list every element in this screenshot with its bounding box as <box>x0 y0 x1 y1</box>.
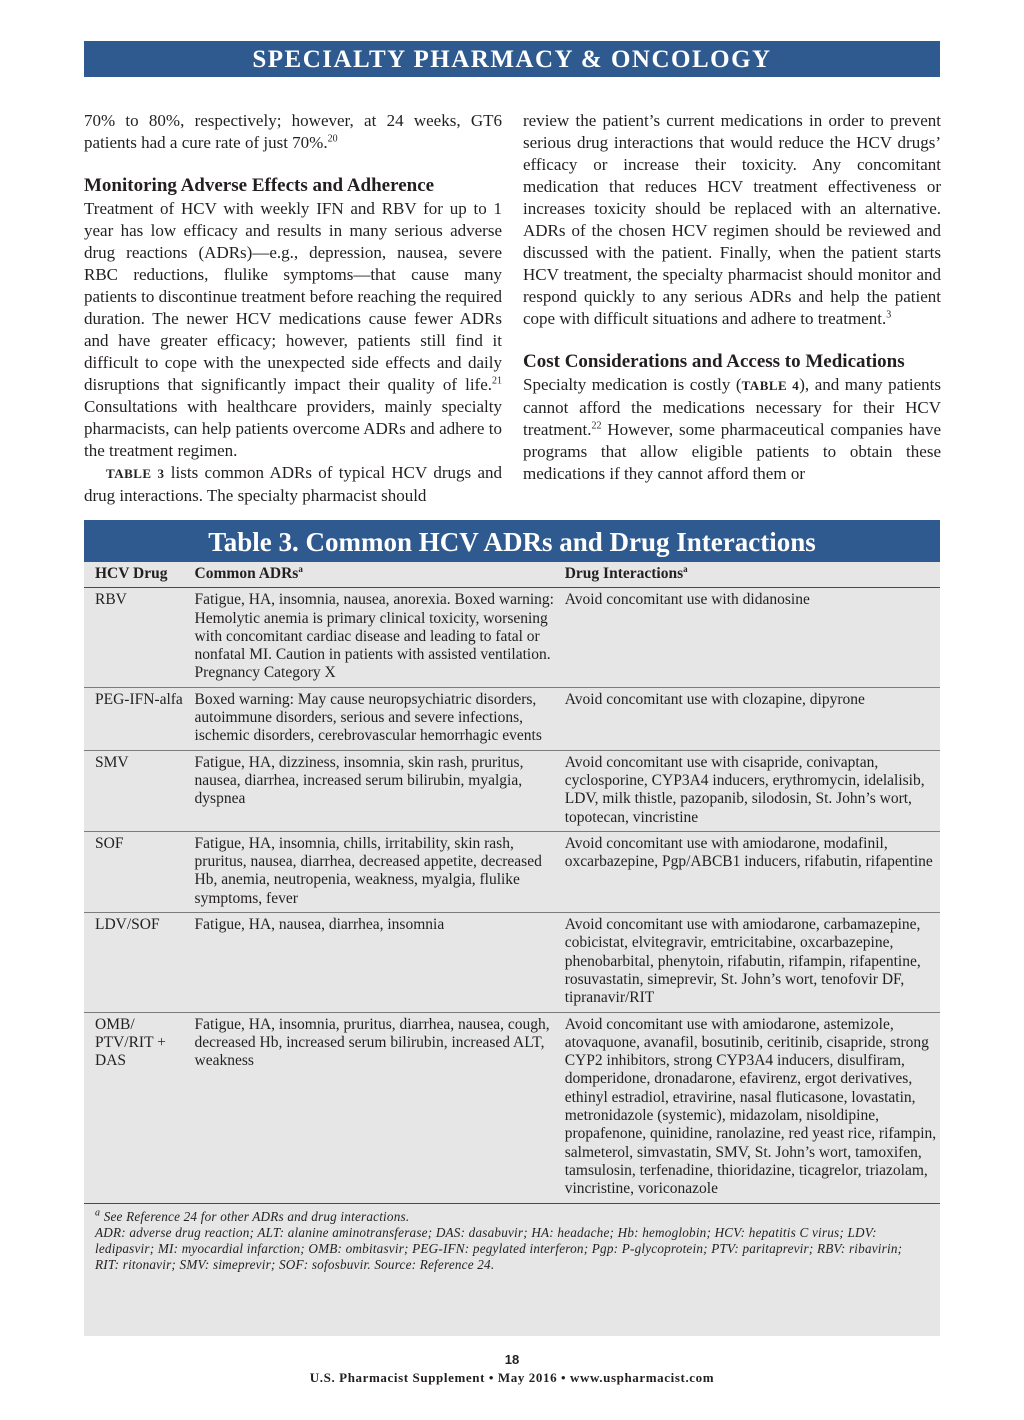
drug-cell: SOF <box>84 831 195 912</box>
table-header-row <box>84 562 940 588</box>
left-column <box>84 110 502 507</box>
adrs-cell: Fatigue, HA, insomnia, nausea, anorexia. Boxed warning: Hemolytic anemia is primary clinical toxicity, worsening with concomitant cardiac disease and leading to fatal or nonfatal MI. Caution in patients with assisted ventilation. Pregnancy Category X <box>195 588 565 687</box>
interactions-cell: Avoid concomitant use with cisapride, conivaptan, cyclosporine, CYP3A4 inducers, erythromycin, idelalisib, LDV, milk thistle, pazopanib, silodosin, St. John’s wort, topotecan, vincristine <box>565 750 940 831</box>
footnote-abbreviations: ADR: adverse drug reaction; ALT: alanine aminotransferase; DAS: dasabuvir; HA: headache; Hb: hemoglobin; HCV: hepatitis C virus; LDV: ledipasvir; MI: myocardial infarction; OMB: ombitasvir; PEG-IFN: pegylated interferon; Pgp: P-glycoprotein; PTV: paritaprevir; RBV: ribavirin; RIT: ritonavir; SMV: simeprevir; SOF: sofosbuvir. Source: Reference 24. <box>95 1224 903 1273</box>
adr-table <box>84 562 940 1204</box>
table-row <box>84 831 940 912</box>
section-heading-cost: Cost Considerations and Access to Medications <box>523 351 905 372</box>
paragraph-cost: Specialty medication is costly (TABLE 4), and many patients cannot afford the medications necessary for their HCV treatment.$^{22}$ However, some pharmaceutical companies have programs that allow eligible patients to obtain these medications if they cannot afford them or <box>523 375 941 483</box>
paragraph-table-reference: TABLE 3 lists common ADRs of typical HCV drugs and drug interactions. The specialty pharmacist should <box>84 463 502 505</box>
adrs-cell: Fatigue, HA, dizziness, insomnia, skin rash, pruritus, nausea, diarrhea, increased serum bilirubin, myalgia, dyspnea <box>195 750 565 831</box>
table-row <box>84 687 940 750</box>
intro-paragraph: 70% to 80%, respectively; however, at 24 weeks, GT6 patients had a cure rate of just 70%.$^{20}$ <box>84 111 502 152</box>
table-row <box>84 913 940 1012</box>
paragraph-adverse-effects: Treatment of HCV with weekly IFN and RBV for up to 1 year has low efficacy and results in many serious adverse drug reactions (ADRs)—e.g., depression, nausea, severe RBC reductions, flulike symptoms—that cause many patients to discontinue treatment before reaching the required duration. The newer HCV medications cause fewer ADRs and have greater efficacy; however, patients still find it difficult to cope with the unexpected side effects and daily disruptions that significantly impact their quality of life.$^{21}$ Consultations with healthcare providers, mainly specialty pharmacists, can help patients overcome ADRs and adhere to the treatment regimen. <box>84 199 502 460</box>
drug-cell: RBV <box>84 588 195 687</box>
table-title: Table 3. Common HCV ADRs and Drug Interactions <box>84 520 940 562</box>
adrs-cell: Fatigue, HA, insomnia, pruritus, diarrhea, nausea, cough, decreased Hb, increased serum bilirubin, increased ALT, weakness <box>195 1012 565 1203</box>
table-3-reference-link[interactable]: TABLE 3 <box>106 466 165 481</box>
page-number: 18 <box>504 1352 520 1367</box>
adrs-cell: Boxed warning: May cause neuropsychiatric disorders, autoimmune disorders, serious and severe infections, ischemic disorders, cerebrovascular hemorrhagic events <box>195 687 565 750</box>
interactions-cell: Avoid concomitant use with amiodarone, astemizole, atovaquone, avanafil, bosutinib, ceritinib, cisapride, strong CYP2 inhibitors, strong CYP3A4 inducers, disulfiram, domperidone, dronadarone, efavirenz, ergot derivatives, ethinyl estradiol, etravirine, nasal fluticasone, lovastatin, metronidazole (systemic), midazolam, nisoldipine, propafenone, quinidine, ranolazine, red yeast rice, rifampin, salmeterol, simvastatin, SMV, St. John’s wort, tamoxifen, tamsulosin, terfenadine, thioridazine, ticagrelor, triazolam, vincristine, voriconazole <box>565 1012 940 1203</box>
paragraph-drug-review: review the patient’s current medications in order to prevent serious drug interactions that would reduce the HCV drugs’ efficacy or increase their toxicity. Any concomitant medication that reduces HCV treatment effectiveness or increases toxicity should be replaced with an alternative. ADRs of the chosen HCV regimen should be reviewed and discussed with the patient. Finally, when the patient starts HCV treatment, the specialty pharmacist should monitor and respond quickly to any serious ADRs and help the patient cope with difficult situations and adhere to treatment.$^3$ <box>523 111 941 328</box>
column-header-adrs: Common ADRs$^a$ <box>195 562 565 588</box>
adrs-cell: Fatigue, HA, nausea, diarrhea, insomnia <box>195 913 565 1012</box>
section-header: SPECIALTY PHARMACY & ONCOLOGY <box>84 41 940 77</box>
column-header-interactions: Drug Interactions$^a$ <box>565 562 940 588</box>
table-row <box>84 1012 940 1203</box>
interactions-cell: Avoid concomitant use with clozapine, dipyrone <box>565 687 940 750</box>
drug-cell: SMV <box>84 750 195 831</box>
publication-footer: U.S. Pharmacist Supplement • May 2016 • www.uspharmacist.com <box>309 1370 715 1385</box>
interactions-cell: Avoid concomitant use with amiodarone, modafinil, oxcarbazepine, Pgp/ABCB1 inducers, rifabutin, rifapentine <box>565 831 940 912</box>
column-header-drug: HCV Drug <box>84 562 195 588</box>
table-row <box>84 588 940 687</box>
drug-cell: PEG-IFN-alfa <box>84 687 195 750</box>
table-footnote <box>95 1209 929 1274</box>
section-heading-adverse-effects: Monitoring Adverse Effects and Adherence <box>84 175 435 196</box>
table-row <box>84 750 940 831</box>
right-column <box>523 110 941 485</box>
table-3 <box>84 520 940 1336</box>
interactions-cell: Avoid concomitant use with didanosine <box>565 588 940 687</box>
drug-cell: LDV/SOF <box>84 913 195 1012</box>
drug-cell: OMB/ PTV/RIT + DAS <box>84 1012 195 1203</box>
adrs-cell: Fatigue, HA, insomnia, chills, irritability, skin rash, pruritus, nausea, diarrhea, decreased appetite, decreased Hb, anemia, neutropenia, weakness, myalgia, flulike symptoms, fever <box>195 831 565 912</box>
footnote-a: $^a$ See Reference 24 for other ADRs and drug interactions. <box>95 1207 410 1224</box>
table-4-reference-link[interactable]: TABLE 4 <box>741 378 800 393</box>
interactions-cell: Avoid concomitant use with amiodarone, carbamazepine, cobicistat, elvitegravir, emtricitabine, oxcarbazepine, phenobarbital, phenytoin, rifabutin, rifampin, rifapentine, rosuvastatin, simeprevir, St. John’s wort, tenofovir DF, tipranavir/RIT <box>565 913 940 1012</box>
